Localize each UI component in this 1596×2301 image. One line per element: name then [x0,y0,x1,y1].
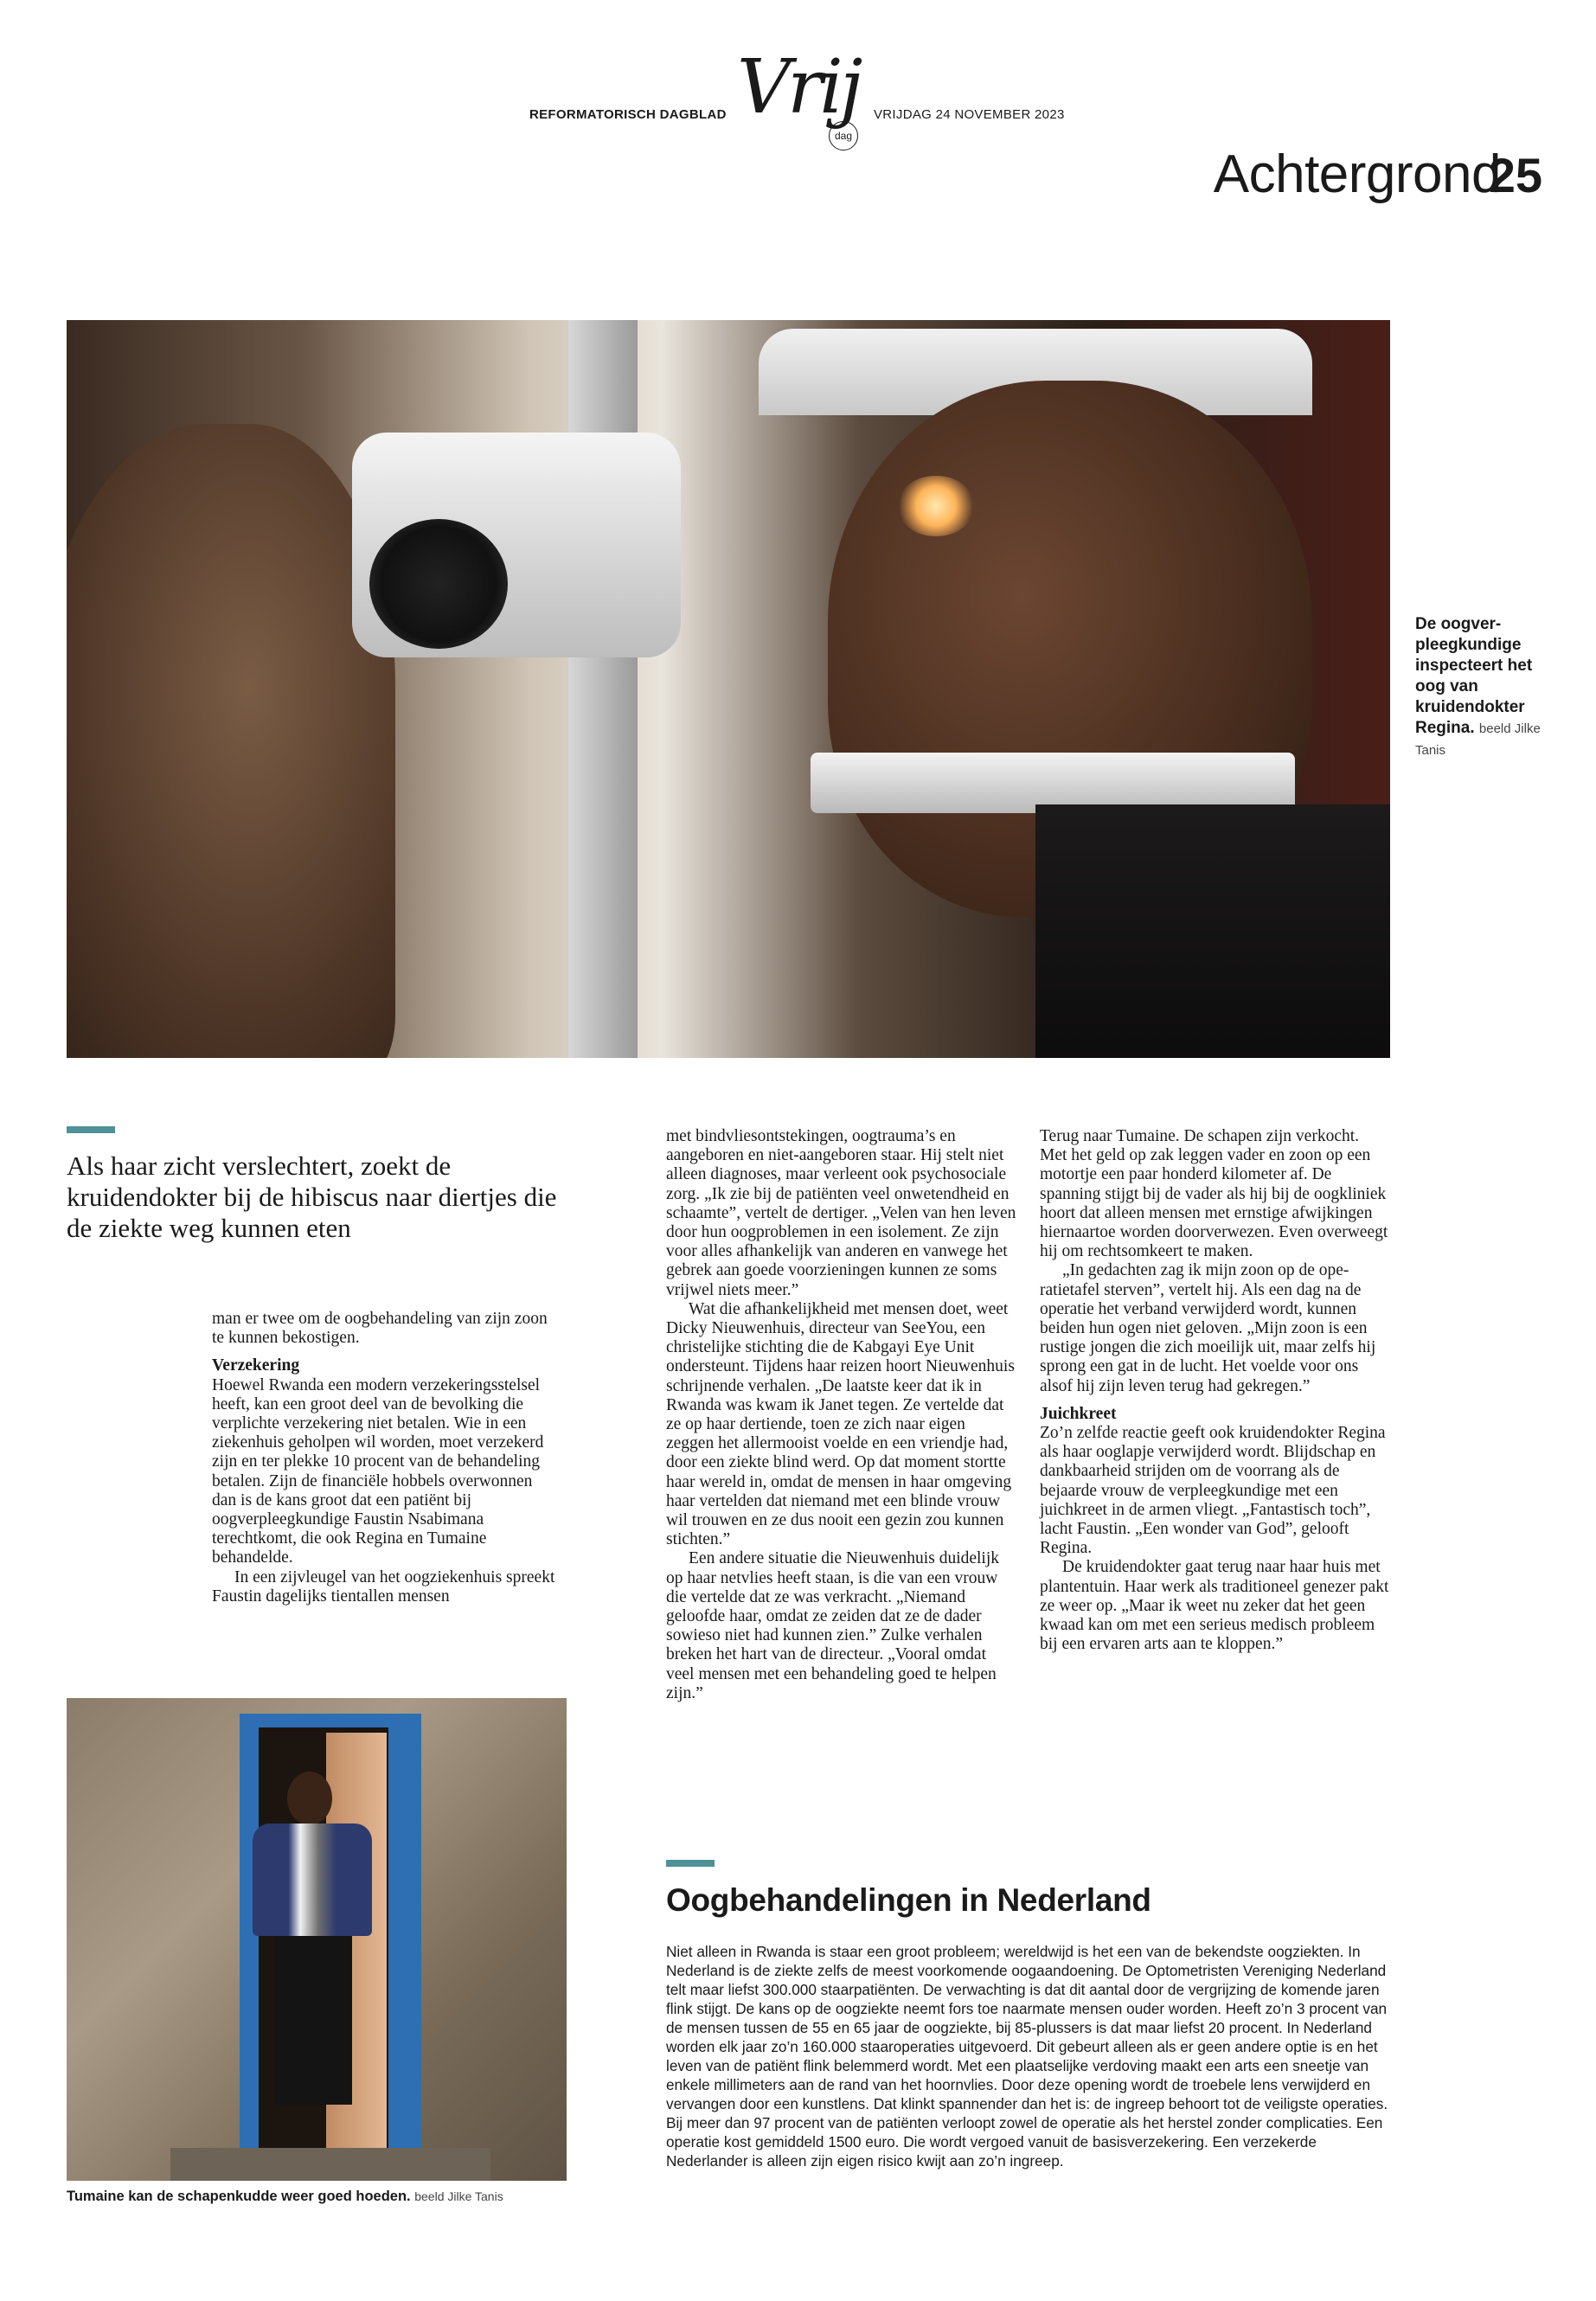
section-title: Achtergrond [1213,144,1501,204]
photo-boy-legs [274,1936,352,2105]
paragraph: In een zijvleugel van het oogziekenhuis spreekt Faustin dagelijks tientallen mensen [212,1567,555,1606]
article-column-2 [666,1127,1016,1703]
paragraph: met bindvliesontstekingen, oogtrauma’s en aangeboren en niet-aangeboren staar. Hij stelt niet alleen diagnoses, maar verleent ook psychosociale zorg. „Ik zie bij de patiënten veel onwetendheid en schaamte”, vertelt de dertiger. „Velen van hen leven door hun oogproblemen in een isolement. Ze zijn voor alles afhankelijk van anderen en vanwege het gebrek aan goede voorzieningen kunnen ze soms vrijwel niets meer.” [666,1127,1016,1299]
photo-lamp-light [897,476,975,536]
paragraph: De kruidendokter gaat terug naar haar huis met plantentuin. Haar werk als traditioneel genezer pakt ze weer op. „Maar ik weet nu zeker dat het geen kwaad kan om met een serieus medisch probleem bij een ervaren arts aan te kloppen.” [1040,1558,1389,1654]
paragraph: man er twee om de oogbehandeling van zijn zoon te kunnen bekostigen. [212,1310,548,1348]
logo-badge: dag [829,121,858,151]
main-photo-credit: beeld Jilke Tanis [1415,721,1541,758]
main-photo-caption [1415,614,1545,761]
paragraph: „In gedachten zag ik mijn zoon op de operatietafel sterven”, vertelt hij. Als een dag na de operatie het verband verwijderd wordt, kunnen beiden hun ogen niet geloven. „Mijn zoon is een rustige jongen die zich moeilijk uit, maar zelfs hij sprong een gat in de lucht. Het voelde voor ons alsof hij zijn leven terug had gekregen.” [1040,1261,1376,1395]
pull-quote: Als haar zicht verslechtert, zoekt de kruidendokter bij de hibiscus naar diertjes die de ziekte weg kunnen eten [67,1150,557,1243]
box-text [666,1942,1393,2170]
paragraph: Een andere situatie die Nieuwenhuis duidelijk op haar netvlies heeft staan, is die van een vrouw die vertelde dat ze was verkracht. „Niemand geloofde haar, omdat ze zeiden dat ze de dader sowieso niet had kunnen zien.” Zulke verhalen breken het hart van de directeur. „Vooral omdat veel mensen met een behandeling goed te helpen zijn.” [666,1549,1000,1702]
photo-nurse-silhouette [67,424,395,1058]
subheading-juichkreet: Juichkreet [1040,1404,1117,1423]
main-photo-eye-exam [67,320,1390,1058]
article-column-3 [1040,1127,1390,1654]
paragraph: Terug naar Tumaine. De schapen zijn verkocht. Met het geld op zak leggen vader en zoon op een motortje een paar honderd kilometer af. De spanning stijgt bij de vader als hij bij de oogkliniek hoort dat alleen mensen met ernstige afwijkingen hiernaartoe worden doorverwezen. Even overweegt hij om rechtsomkeert te maken. [1040,1127,1388,1261]
photo-doorstep [170,2148,490,2181]
page-number: 25 [1488,148,1542,202]
box-rule [666,1860,715,1867]
paragraph: Zo’n zelfde reactie geeft ook kruidendokter Regina als haar ooglapje verwijderd wordt. Blijdschap en dankbaarheid strijden om de voorrang als de bejaarde vrouw de verpleegkundige met een juichkreet in de armen vliegt. „Fantastisch toch”, lacht Faustin. „Een wonder van God”, gelooft Regina. [1040,1424,1386,1558]
small-photo-tumaine [67,1698,567,2181]
photo-boy-head [287,1772,332,1825]
paragraph: Niet alleen in Rwanda is staar een groot probleem; wereldwijd is het een van de bekendste oogziekten. In Nederland is de ziekte zelfs de meest voorkomende oogaandoening. De Optometristen Vereniging Nederland telt maar liefst 300.000 staarpatiënten. De verwachting is dat dit aantal door de vergrijzing de komende jaren flink stijgt. De kans op de oogziekte neemt fors toe naarmate mensen ouder worden. Heeft zo’n 3 procent van de mensen tussen de 55 en 65 jaar de oogziekte, bij 85-plussers is dat maar liefst 20 procent. In Nederland worden elk jaar zo’n 160.000 staaroperaties uitgevoerd. Dit gebeurt alleen als er geen andere optie is en het leven van de patiënt flink belemmerd wordt. Met een plaatselijke verdoving maakt een arts een sneetje van enkele millimeters aan de rand van het hoornvlies. Door deze opening wordt de troebele lens verwijderd en vervangen door een kunstlens. Dat klinkt spannender dan het is: de ingreep behoort tot de veiligste operaties. Bij meer dan 97 procent van de patiënten verloopt zowel de operatie als het herstel zonder complicaties. Een operatie kost gemiddeld 1500 euro. Die wordt vergoed vanuit de basisverzekering. Een verzekerde Nederlander is alleen zijn eigen risico kwijt aan zo’n ingreep. [666,1943,1388,2170]
photo-slit-lamp-stand [568,320,638,1058]
pull-quote-rule [67,1126,115,1133]
paragraph: Hoewel Rwanda een modern verzekeringsstelsel heeft, kan een groot deel van de bevolking die verplichte verzekering niet betalen. Wie in een ziekenhuis geholpen wil worden, moet verzekerd zijn en ter plekke 10 procent van de behandeling betalen. Zijn de financiële hobbels overwonnen dan is de kans groot dat een patiënt bij oogverpleegkundige Faustin Nsabimana terechtkomt, die ook Regina en Tumaine behandelde. [212,1375,544,1567]
photo-boy-jacket [253,1823,372,1936]
logo-wordmark: Vrij [737,44,860,131]
box-title: Oogbehandelingen in Nederland [666,1882,1151,1918]
photo-patient-jacket [1035,804,1390,1058]
masthead-newspaper-name: REFORMATORISCH DAGBLAD [529,107,727,122]
article-column-1 [212,1310,558,1606]
main-photo-caption-text: De oogverpleegkundige inspecteert het oog van kruidendokter Regina. [1415,615,1533,737]
paragraph: Wat die afhankelijkheid met mensen doet, weet Dicky Nieuwenhuis, directeur van SeeYou, een christelijke stichting die de Kabgayi Eye Unit ondersteunt. Tijdens haar reizen hoort Nieuwenhuis schrijnende verhalen. „De laatste keer dat ik in Rwanda was kwam ik Janet tegen. Ze vertelde dat ze op haar dertiende, toen ze zich naar eigen zeggen het allermooist voelde en een vriendje had, door een ziekte blind werd. Op dat moment stortte haar wereld in, omdat de mensen in haar omgeving haar vertelden dat niemand met een blinde vrouw wil trouwen en ze dus nooit een gezin zou kunnen stichten.” [666,1299,1015,1549]
small-photo-caption-text: Tumaine kan de schapenkudde weer goed hoeden. [67,2189,411,2204]
masthead-date: VRIJDAG 24 NOVEMBER 2023 [874,107,1065,122]
subheading-verzekering: Verzekering [212,1356,300,1375]
photo-eyepiece [369,519,508,649]
small-photo-credit: beeld Jilke Tanis [414,2189,503,2203]
small-photo-caption [67,2189,586,2205]
